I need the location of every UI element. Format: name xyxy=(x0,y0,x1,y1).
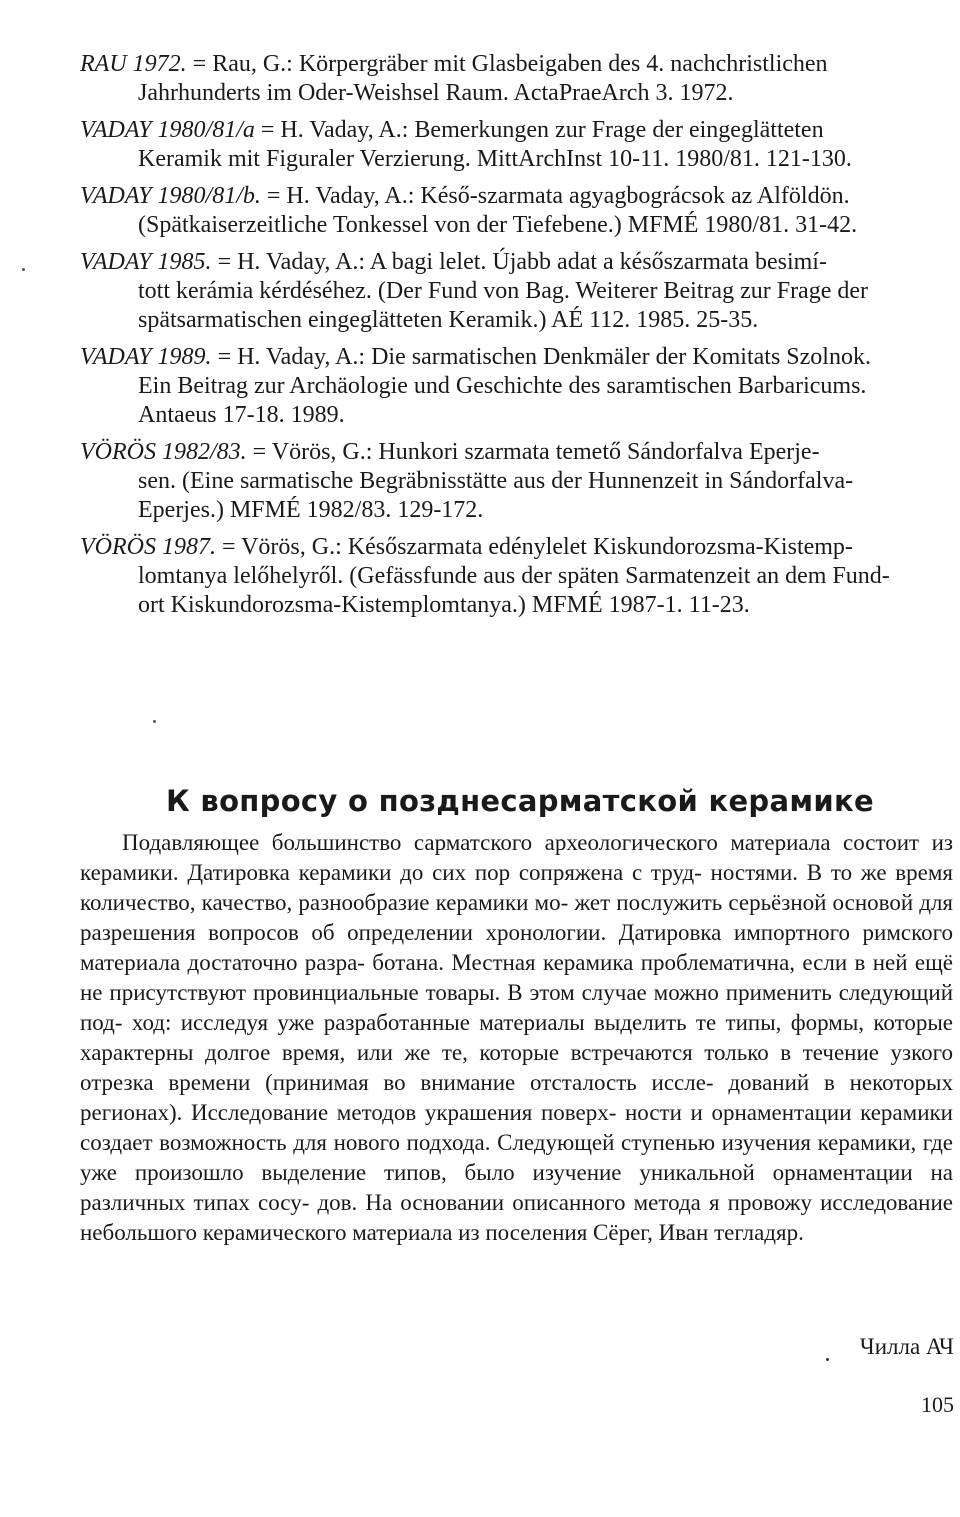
reference-key: VÖRÖS 1987. xyxy=(80,534,216,560)
reference-line: ort Kiskundorozsma-Kistemplomtanya.) MFMÉ 1987-1. 11-23. xyxy=(138,592,750,618)
reference-entry xyxy=(80,248,960,335)
reference-line: Ein Beitrag zur Archäologie und Geschichte des saramtischen Barbaricums. xyxy=(138,373,867,399)
reference-line: (Spätkaiserzeitliche Tonkessel von der Tiefebene.) MFMÉ 1980/81. 31-42. xyxy=(138,212,858,238)
reference-line: = H. Vaday, A.: Késő-szarmata agyagbográcsok az Alföldön. xyxy=(266,183,850,209)
article-author: Чилла АЧ xyxy=(859,1334,954,1359)
reference-entry xyxy=(80,116,960,174)
reference-entry xyxy=(80,533,960,620)
reference-entry xyxy=(80,438,960,525)
reference-entry xyxy=(80,182,960,240)
reference-key: VADAY 1980/81/b. xyxy=(80,183,261,209)
reference-key: RAU 1972. xyxy=(80,51,187,77)
print-speck xyxy=(153,720,156,723)
reference-entry xyxy=(80,50,960,108)
reference-line: tott kerámia kérdéséhez. (Der Fund von Bag. Weiterer Beitrag zur Frage der xyxy=(138,278,869,304)
reference-line: = Rau, G.: Körpergräber mit Glasbeigaben des 4. nachchristlichen xyxy=(192,51,828,77)
reference-line: Antaeus 17-18. 1989. xyxy=(138,402,345,428)
print-speck xyxy=(22,268,25,271)
reference-line: Keramik mit Figuraler Verzierung. MittArchInst 10-11. 1980/81. 121-130. xyxy=(138,146,852,172)
reference-line: = H. Vaday, A.: Bemerkungen zur Frage der eingeglätteten xyxy=(260,117,824,143)
reference-line: = Vörös, G.: Későszarmata edénylelet Kiskundorozsma-Kistemp- xyxy=(221,534,853,560)
bibliography xyxy=(80,50,960,628)
reference-line: = Vörös, G.: Hunkori szarmata temető Sándorfalva Eperje- xyxy=(252,439,820,465)
article-title: К вопросу о позднесарматской керамике xyxy=(166,784,874,819)
reference-key: VÖRÖS 1982/83. xyxy=(80,439,247,465)
reference-line: sen. (Eine sarmatische Begräbnisstätte aus der Hunnenzeit in Sándorfalva- xyxy=(138,468,854,494)
article-body xyxy=(80,828,953,1248)
article-paragraph: Подавляющее большинство сарматского археологического материала состоит из керамики. Датировка керамики до сих пор сопряжена с труд- ностями. В то же время количество, качество, разнообразие керамики мо- жет послужить серьёзной основой для разрешения вопросов об определении хронологии. Датировка импортного римского материала достаточно разра- ботана. Местная керамика проблематична, если в ней ещё не присутствуют провинциальные товары. В этом случае можно применить следующий под- ход: исследуя уже разработанные материалы выделить те типы, формы, которые характерны долгое время, или же те, которые встречаются только в течение узкого отрезка времени (принимая во внимание отсталость иссле- дований в некоторых регионах). Исследование методов украшения поверх- ности и орнаментации керамики создает возможность для нового подхода. Следующей ступенью изучения керамики, где уже произошло выделение типов, было изучение уникальной орнаментации на различных типах сосу- дов. На основании описанного метода я провожу исследование небольшого керамического материала из поселения Сёрег, Иван тегладяр. xyxy=(80,830,953,1245)
reference-key: VADAY 1985. xyxy=(80,249,212,275)
reference-line: = H. Vaday, A.: A bagi lelet. Újabb adat a későszarmata besimí- xyxy=(217,249,827,275)
reference-key: VADAY 1989. xyxy=(80,344,212,370)
print-speck xyxy=(826,1358,829,1361)
reference-line: Eperjes.) MFMÉ 1982/83. 129-172. xyxy=(138,497,484,523)
reference-key: VADAY 1980/81/a xyxy=(80,117,255,143)
reference-line: = H. Vaday, A.: Die sarmatischen Denkmäler der Komitats Szolnok. xyxy=(217,344,871,370)
reference-line: spätsarmatischen eingeglätteten Keramik.) AÉ 112. 1985. 25-35. xyxy=(138,307,759,333)
page-number: 105 xyxy=(921,1392,954,1417)
reference-line: Jahrhunderts im Oder-Weishsel Raum. ActaPraeArch 3. 1972. xyxy=(138,80,734,106)
reference-line: lomtanya lelőhelyről. (Gefässfunde aus der späten Sarmatenzeit an dem Fund- xyxy=(138,563,890,589)
reference-entry xyxy=(80,343,960,430)
